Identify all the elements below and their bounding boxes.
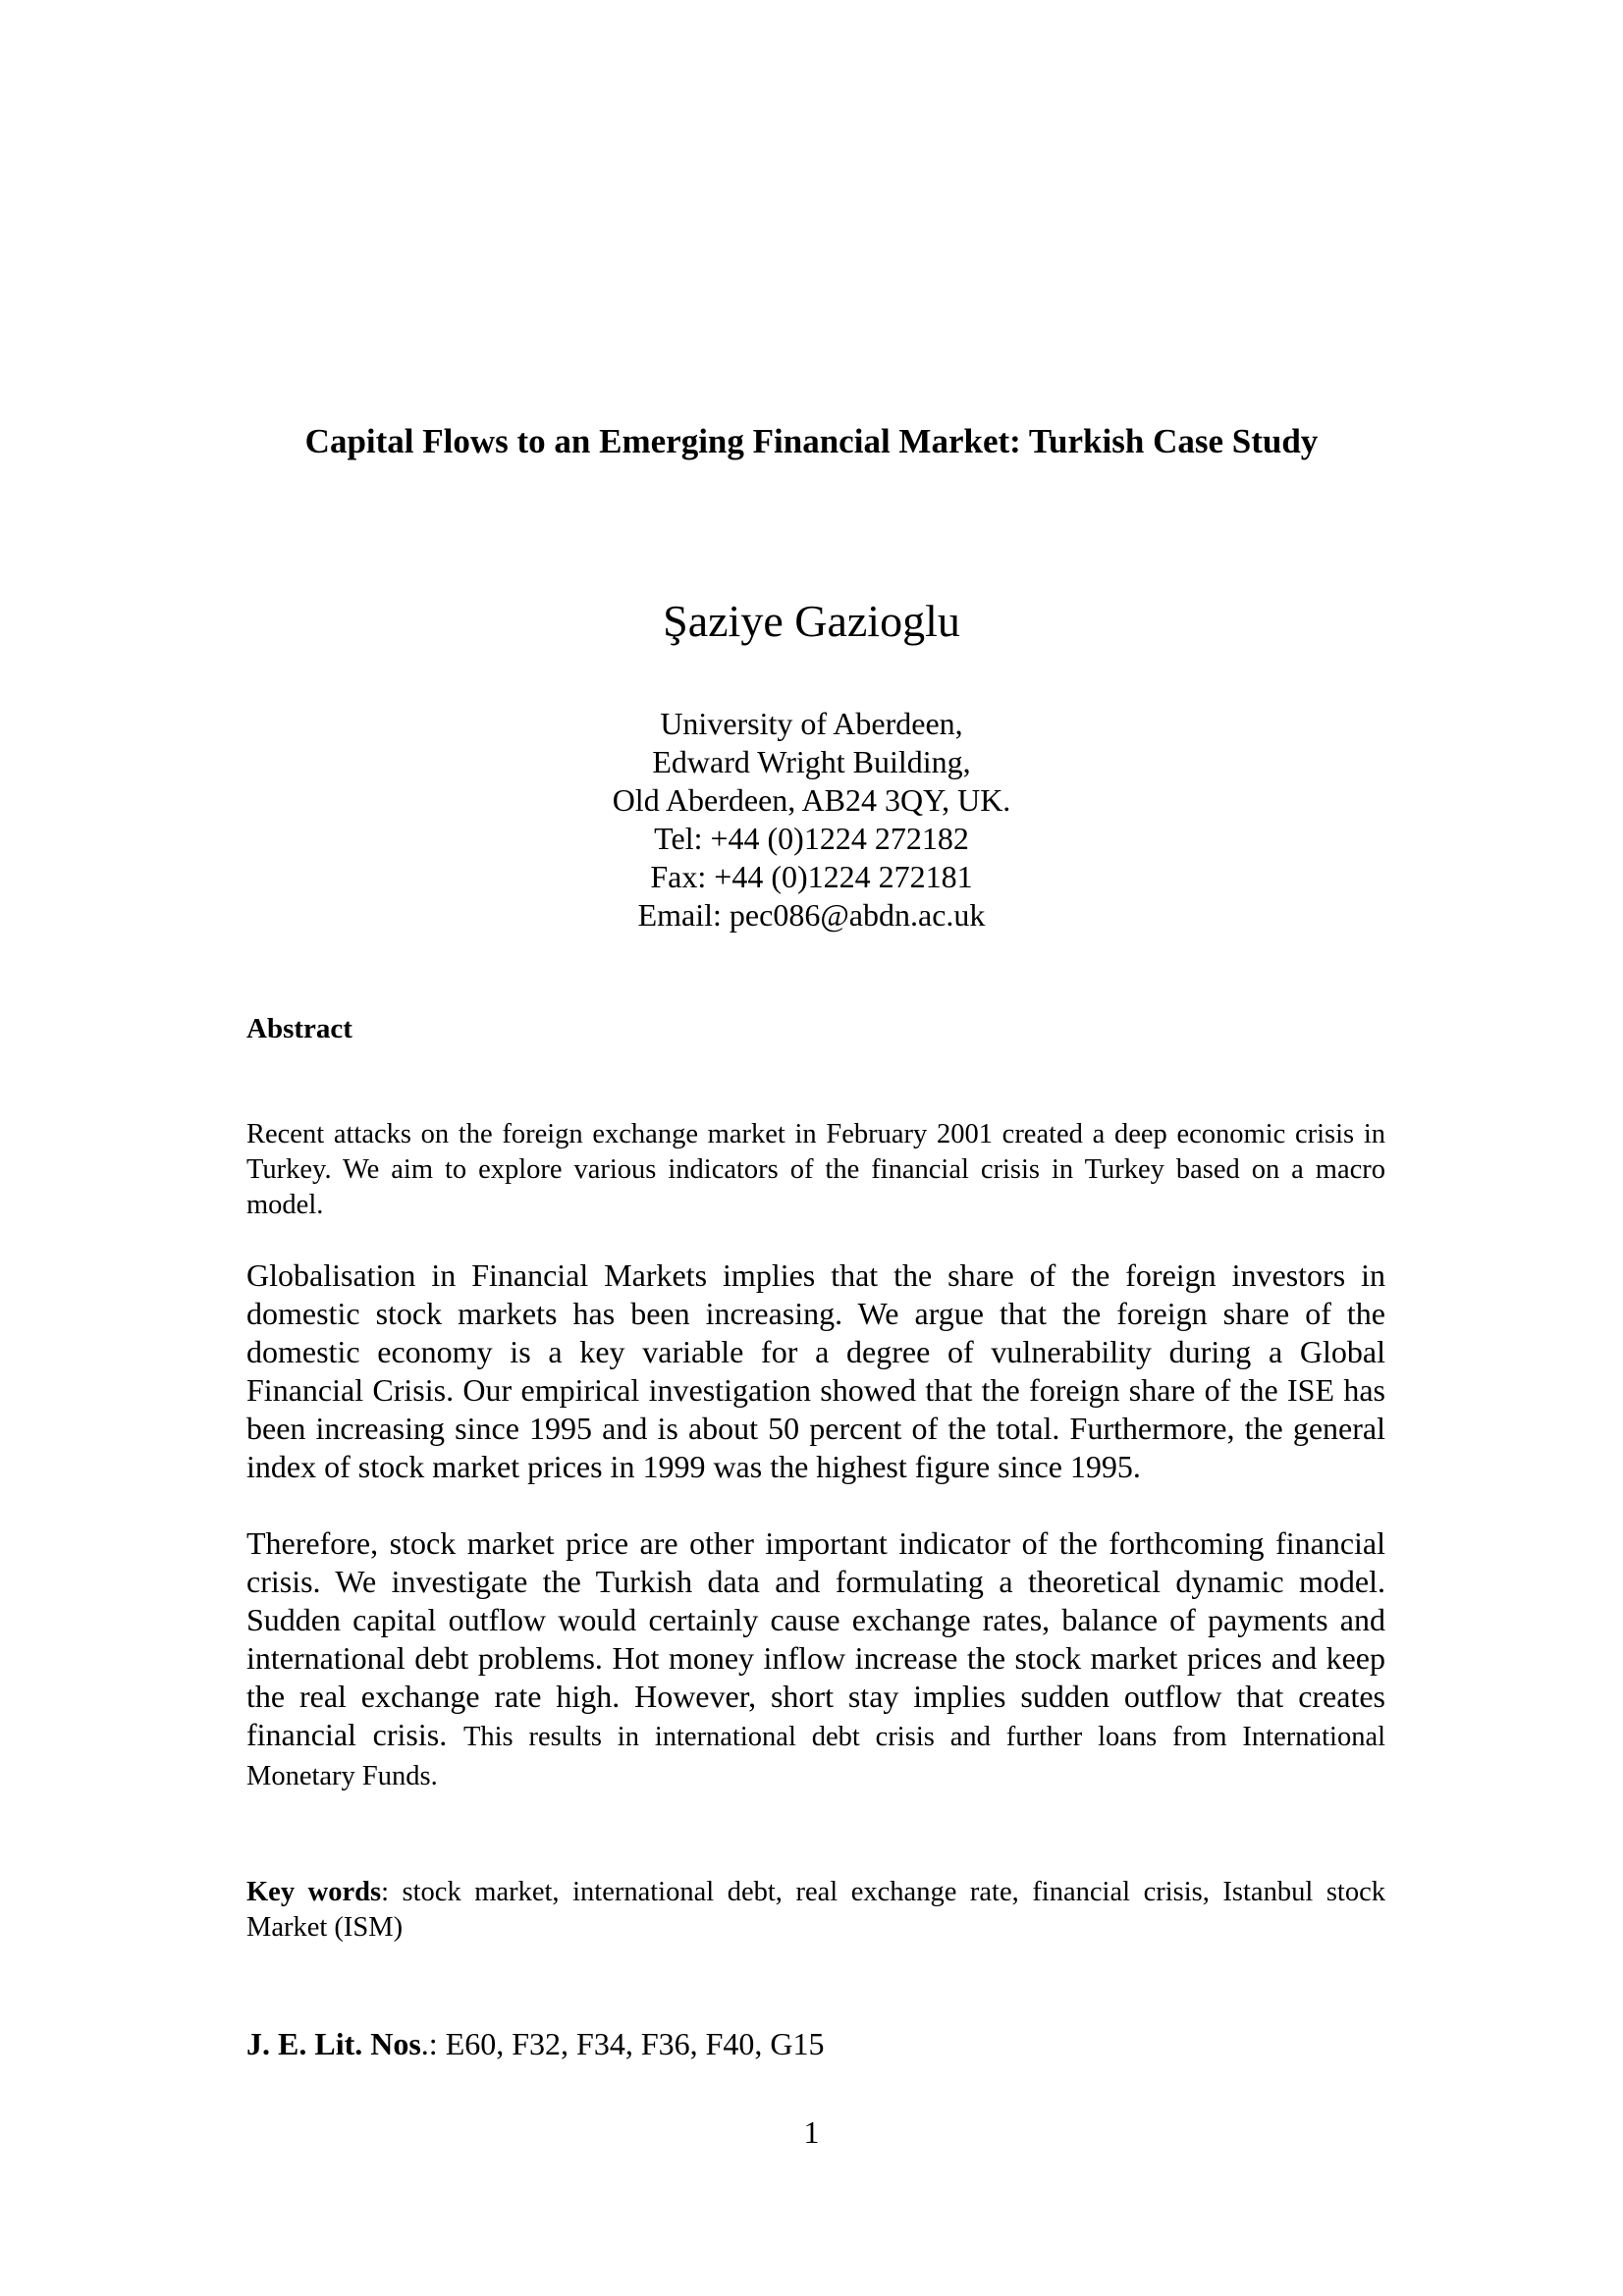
abstract-paragraph-3-main: Therefore, stock market price are other important indicator of the forthcoming financial crisis. We investigate the Turkish data and formulating a theoretical dynamic model. Sudden capital outflow would certainly cause exchange rates, balance of payments and international debt problems. Hot money inflow increase the stock market prices and keep the real exchange rate high. However, short stay implies sudden outflow that creates financial crisis. (246, 1525, 1385, 1752)
abstract-heading: Abstract (246, 1013, 352, 1044)
affiliation-building: Edward Wright Building, (652, 744, 971, 779)
keywords-label: Key words (246, 1877, 382, 1907)
affiliation-telephone: Tel: +44 (0)1224 272182 (654, 821, 969, 856)
affiliation-email: Email: pec086@abdn.ac.uk (637, 897, 986, 933)
keywords (246, 1875, 1385, 1946)
author-name: Şaziye Gazioglu (663, 596, 960, 646)
jel-classification (246, 2024, 825, 2063)
abstract-paragraph-1: Recent attacks on the foreign exchange market in February 2001 created a deep economic crisis in Turkey. We aim to explore various indicators of the financial crisis in Turkey based on a macro model. (246, 1119, 1385, 1220)
affiliation-university: University of Aberdeen, (660, 706, 963, 741)
abstract-paragraph-3 (246, 1524, 1385, 1794)
abstract-paragraph-2: Globalisation in Financial Markets implies that the share of the foreign investors in domestic stock markets has been increasing. We argue that the foreign share of the domestic economy is a key variable for a degree of vulnerability during a Global Financial Crisis. Our empirical investigation showed that the foreign share of the ISE has been increasing since 1995 and is about 50 percent of the total. Furthermore, the general index of stock market prices in 1999 was the highest figure since 1995. (246, 1257, 1385, 1484)
jel-label: J. E. Lit. Nos (246, 2026, 421, 2061)
affiliation-address: Old Aberdeen, AB24 3QY, UK. (612, 782, 1011, 818)
affiliation-fax: Fax: +44 (0)1224 272181 (650, 859, 973, 894)
abstract-paragraph-3-tail: This results in international debt crisis and further loans from International Monetary Funds. (246, 1722, 1386, 1791)
author-affiliation (0, 705, 1623, 934)
jel-codes: .: E60, F32, F34, F36, F40, G15 (420, 2026, 825, 2061)
keywords-text: : stock market, international debt, real exchange rate, financial crisis, Istanbul stock Market (ISM) (246, 1877, 1385, 1943)
paper-title: Capital Flows to an Emerging Financial Market: Turkish Case Study (304, 422, 1319, 460)
page-number: 1 (803, 2114, 820, 2150)
